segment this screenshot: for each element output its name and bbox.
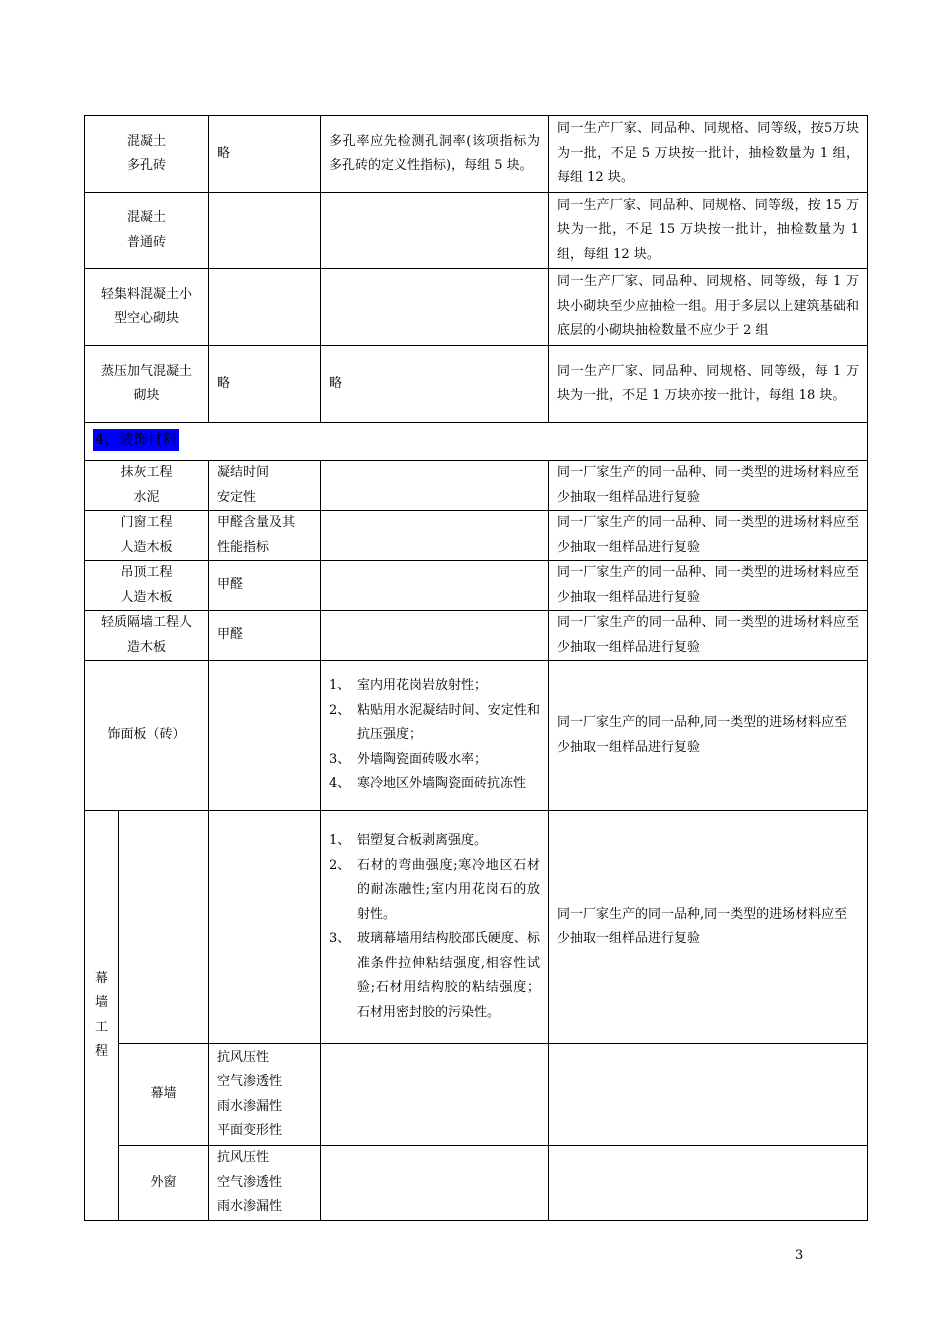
list-item: 3、 外墙陶瓷面砖吸水率； (329, 751, 488, 767)
batch-rule-cell: 同一生产厂家、同品种、同规格、同等级，每 1 万块为一批，不足 1 万块亦按一批计，每组 18 块。 (549, 346, 868, 423)
test-method-list (329, 674, 540, 797)
batch-rule-cell: 同一厂家生产的同一品种、同一类型的进场材料应至少抽取一组样品进行复验 (549, 611, 868, 661)
batch-rule-cell: 同一厂家生产的同一品种、同一类型的进场材料应至少抽取一组样品进行复验 (549, 511, 868, 561)
table-row (85, 661, 868, 811)
table-row (85, 1146, 868, 1221)
test-method-cell (321, 511, 549, 561)
test-method-cell (321, 269, 549, 346)
group-label-cell: 幕 墙 工 程 (85, 811, 119, 1221)
table-row (85, 611, 868, 661)
table-row (85, 511, 868, 561)
test-method-cell (321, 561, 549, 611)
material-name-cell: 蒸压加气混凝土 砌块 (85, 346, 209, 423)
test-item-cell (209, 269, 321, 346)
test-method-cell: 多孔率应先检测孔洞率(该项指标为多孔砖的定义性指标)，每组 5 块。 (321, 116, 549, 193)
test-item-cell: 抗风压性 空气渗透性 雨水渗漏性 (209, 1146, 321, 1221)
table-row (85, 193, 868, 269)
batch-rule-cell: 同一厂家生产的同一品种,同一类型的进场材料应至少抽取一组样品进行复验 (549, 811, 868, 1044)
test-item-cell: 甲醛 (209, 561, 321, 611)
list-item: 1、 室内用花岗岩放射性； (329, 678, 488, 694)
test-item-cell: 抗风压性 空气渗透性 雨水渗漏性 平面变形性 (209, 1044, 321, 1146)
material-name-cell: 抹灰工程 水泥 (85, 461, 209, 511)
batch-rule-cell: 同一生产厂家、同品种、同规格、同等级，按 15 万块为一批，不足 15 万块按一批计，抽检数量为 1 组，每组 12 块。 (549, 193, 868, 269)
material-name-cell (119, 811, 209, 1044)
list-item: 1、 铝塑复合板剥离强度。 (329, 833, 488, 848)
test-item-cell: 甲醛含量及其 性能指标 (209, 511, 321, 561)
material-name-cell: 幕墙 (119, 1044, 209, 1146)
material-name-cell: 饰面板（砖） (85, 661, 209, 811)
table-row (85, 561, 868, 611)
table-row (85, 269, 868, 346)
material-name-cell: 混凝土 普通砖 (85, 193, 209, 269)
test-item-cell (209, 193, 321, 269)
section-row (85, 423, 868, 461)
table-row (85, 116, 868, 193)
material-name-cell: 门窗工程 人造木板 (85, 511, 209, 561)
table-row (85, 1044, 868, 1146)
batch-rule-cell (549, 1146, 868, 1221)
page-number: 3 (795, 1248, 804, 1263)
table-row (85, 461, 868, 511)
test-item-cell: 略 (209, 346, 321, 423)
list-item: 3、 玻璃幕墙用结构胶邵氏硬度、标准条件拉伸粘结强度,相容性试验;石材用结构胶的粘结强度；石材用密封胶的污染性。 (329, 931, 541, 1020)
test-method-list (329, 829, 540, 1025)
list-item: 2、 粘贴用水泥凝结时间、安定性和抗压强度； (329, 702, 541, 743)
test-method-cell (321, 661, 549, 811)
test-method-cell (321, 1146, 549, 1221)
material-name-cell: 轻集料混凝土小 型空心砌块 (85, 269, 209, 346)
material-name-cell: 轻质隔墙工程人 造木板 (85, 611, 209, 661)
test-method-cell: 略 (321, 346, 549, 423)
test-method-cell (321, 461, 549, 511)
batch-rule-cell: 同一厂家生产的同一品种、同一类型的进场材料应至少抽取一组样品进行复验 (549, 561, 868, 611)
section-heading-cell (85, 423, 868, 461)
section-title: 4、装饰材料 (93, 429, 179, 451)
list-item: 2、 石材的弯曲强度;寒冷地区石材的耐冻融性;室内用花岗石的放射性。 (329, 857, 541, 922)
material-name-cell: 外窗 (119, 1146, 209, 1221)
batch-rule-cell (549, 1044, 868, 1146)
batch-rule-cell: 同一厂家生产的同一品种,同一类型的进场材料应至少抽取一组样品进行复验 (549, 661, 868, 811)
test-method-cell (321, 811, 549, 1044)
test-item-cell (209, 811, 321, 1044)
batch-rule-cell: 同一生产厂家、同品种、同规格、同等级，按5万块为一批，不足 5 万块按一批计，抽检数量为 1 组，每组 12 块。 (549, 116, 868, 193)
test-item-cell: 凝结时间 安定性 (209, 461, 321, 511)
inspection-table (84, 115, 868, 1221)
table-row (85, 346, 868, 423)
test-method-cell (321, 193, 549, 269)
list-item: 4、 寒冷地区外墙陶瓷面砖抗冻性 (329, 776, 527, 792)
test-method-cell (321, 1044, 549, 1146)
test-item-cell: 甲醛 (209, 611, 321, 661)
batch-rule-cell: 同一生产厂家、同品种、同规格、同等级，每 1 万块小砌块至少应抽检一组。用于多层以上建筑基础和底层的小砌块抽检数量不应少于 2 组 (549, 269, 868, 346)
batch-rule-cell: 同一厂家生产的同一品种、同一类型的进场材料应至少抽取一组样品进行复验 (549, 461, 868, 511)
material-name-cell: 混凝土 多孔砖 (85, 116, 209, 193)
material-name-cell: 吊顶工程 人造木板 (85, 561, 209, 611)
test-method-cell (321, 611, 549, 661)
test-item-cell (209, 661, 321, 811)
table-row (85, 811, 868, 1044)
test-item-cell: 略 (209, 116, 321, 193)
